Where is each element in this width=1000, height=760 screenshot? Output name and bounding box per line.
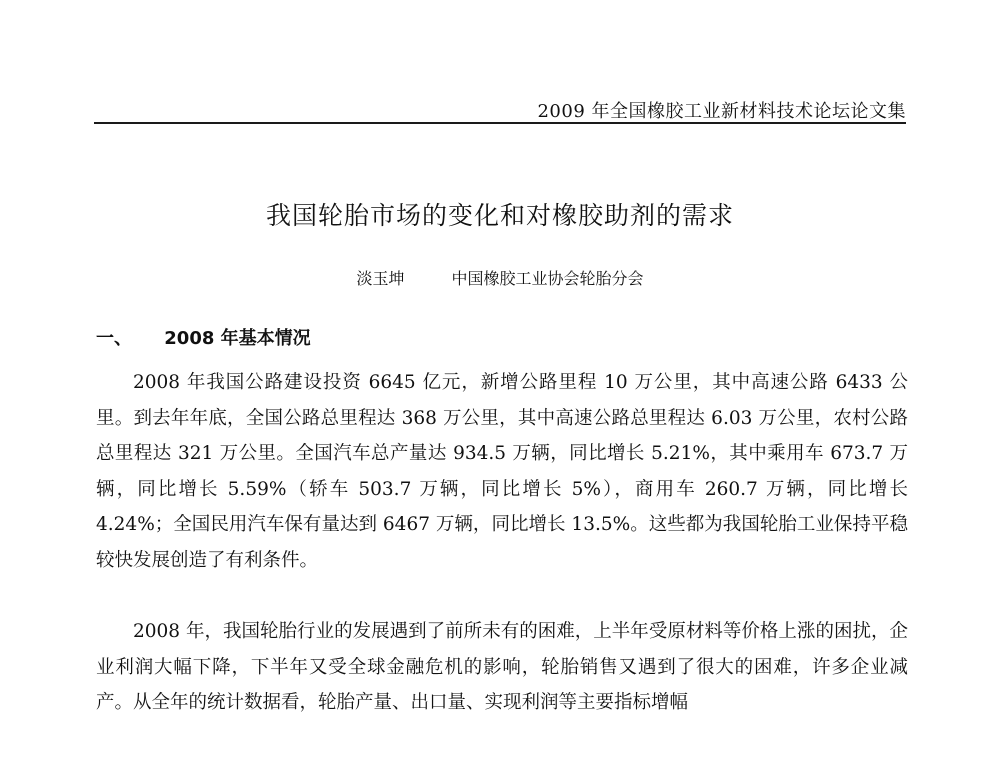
section-number: 一、 (96, 328, 132, 349)
body-paragraph: 2008 年我国公路建设投资 6645 亿元，新增公路里程 10 万公里，其中高速公路 6433 公里。到去年年底，全国公路总里程达 368 万公里，其中高速公路总里程达 6.03 万公里，农村公路总里程达 321 万公里。全国汽车总产量达 934.5 万辆，同比增长 5.21%，其中乘用车 673.7 万辆，同比增长 5.59%（轿车 503.7 万辆，同比增长 5%），商用车 260.7 万辆，同比增长 4.24%；全国民用汽车保有量达到 6467 万辆，同比增长 13.5%。这些都为我国轮胎工业保持平稳较快发展创造了有利条件。 (96, 372, 908, 571)
byline (0, 266, 1000, 289)
body-paragraph: 2008 年，我国轮胎行业的发展遇到了前所未有的困难，上半年受原材料等价格上涨的困扰，企业利润大幅下降，下半年又受全球金融危机的影响，轮胎销售又遇到了很大的困难，许多企业减产。从全年的统计数据看，轮胎产量、出口量、实现利润等主要指标增幅 (96, 621, 908, 713)
paper-title: 我国轮胎市场的变化和对橡胶助剂的需求 (265, 201, 734, 230)
section-heading (96, 324, 311, 350)
author-affiliation: 中国橡胶工业协会轮胎分会 (451, 269, 644, 288)
header-rule (94, 122, 906, 124)
section-title: 2008 年基本情况 (164, 328, 311, 349)
running-header: 2009 年全国橡胶工业新材料技术论坛论文集 (537, 101, 906, 122)
author-name: 淡玉坤 (356, 269, 405, 288)
